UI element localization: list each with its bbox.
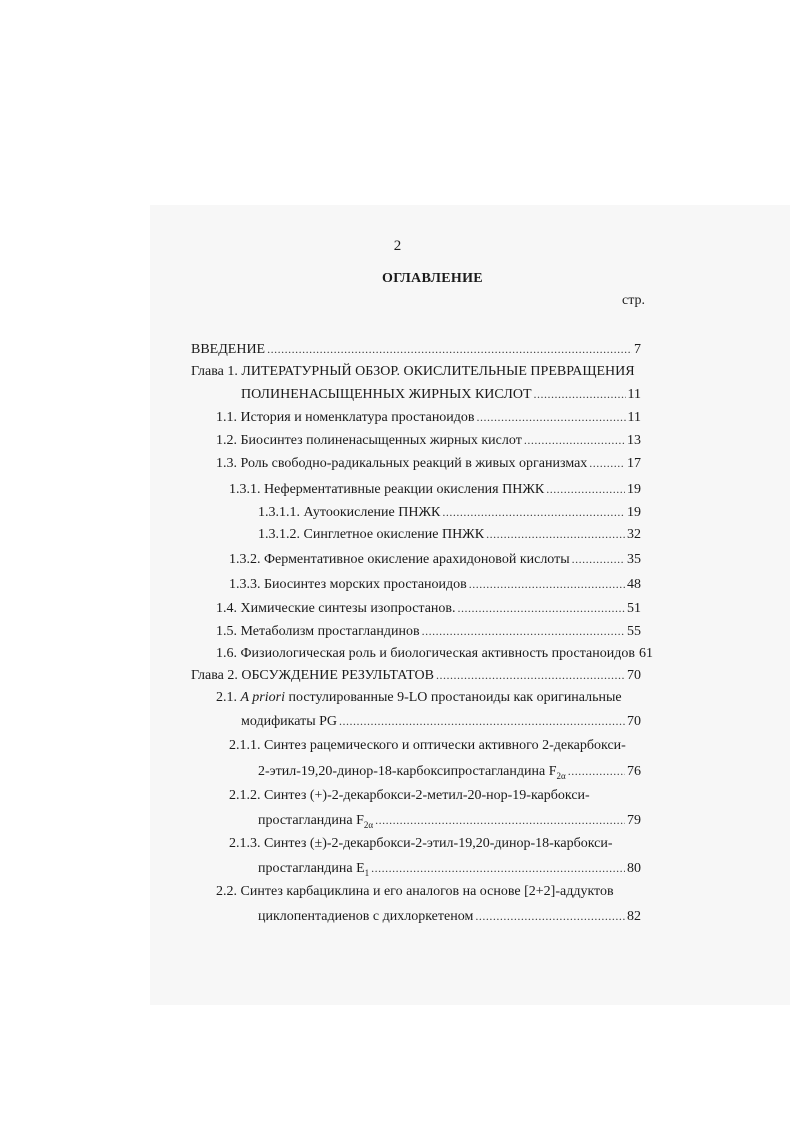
leader-dots — [524, 431, 625, 449]
toc-entry-page: 19 — [627, 505, 641, 520]
toc-entry-title: 1.4. Химические синтезы изопростанов. — [216, 601, 456, 616]
subscript: 2α — [556, 770, 566, 781]
toc-entry-2-1 — [241, 712, 641, 731]
toc-chapter-1-title: Глава 1. ЛИТЕРАТУРНЫЙ ОБЗОР. ОКИСЛИТЕЛЬНЫЕ ПРЕВРАЩЕНИЯ — [191, 364, 635, 379]
title-text: 2-этил-19,20-динор-18-карбоксипростагландина F — [258, 764, 557, 779]
toc-entry-page: 61 — [638, 646, 653, 661]
toc-entry-1-3-1-2 — [258, 525, 641, 544]
toc-entry-title: 1.3.1.1. Аутоокисление ПНЖК — [258, 505, 441, 520]
toc-entry-title: Глава 2. ОБСУЖДЕНИЕ РЕЗУЛЬТАТОВ — [191, 668, 434, 683]
toc-entry-page: 76 — [627, 764, 641, 779]
toc-entry-page: 82 — [627, 909, 641, 924]
toc-entry-1-3-3 — [229, 575, 641, 594]
toc-entry-title: ВВЕДЕНИЕ — [191, 342, 266, 357]
toc-chapter-2 — [191, 666, 641, 685]
toc-entry-page: 13 — [627, 433, 641, 448]
page-column-label: стр. — [622, 293, 646, 308]
toc-entry-title — [258, 860, 369, 878]
toc-entry-page: 48 — [627, 577, 641, 592]
toc-entry-2-1-1 — [258, 762, 641, 781]
toc-entry-1-3-1-1 — [258, 503, 641, 522]
leader-dots — [371, 859, 625, 877]
toc-entry-title: 1.5. Метаболизм простагландинов — [216, 624, 420, 639]
leader-dots — [375, 811, 625, 829]
toc-entry-page: 55 — [627, 624, 641, 639]
toc-entry-title: 1.2. Биосинтез полиненасыщенных жирных кислот — [216, 433, 522, 448]
toc-entry-title: 1.1. История и номенклатура простаноидов — [216, 410, 475, 425]
leader-dots — [339, 712, 625, 730]
toc-entry-2-1-2-title: 2.1.2. Синтез (+)-2-декарбокси-2-метил-20-нор-19-карбокси- — [229, 788, 590, 803]
leader-dots — [572, 550, 625, 568]
leader-dots — [267, 340, 632, 358]
leader-dots — [458, 599, 625, 617]
toc-entry-title: 1.6. Физиологическая роль и биологическая активность простаноидов — [216, 646, 635, 661]
toc-entry-title: 1.3.1. Неферментативные реакции окисления ПНЖК — [229, 482, 545, 497]
leader-dots — [568, 762, 625, 780]
toc-entry-page: 70 — [627, 714, 641, 729]
toc-entry-title: 1.3. Роль свободно-радикальных реакций в живых организмах — [216, 456, 588, 471]
italic-term: A priori — [240, 690, 285, 705]
leader-dots — [486, 525, 625, 543]
toc-entry-page: 17 — [627, 456, 641, 471]
leader-dots — [469, 575, 625, 593]
toc-entry-title — [258, 763, 566, 781]
toc-entry-page: 19 — [627, 482, 641, 497]
toc-entry-2-1-1-title: 2.1.1. Синтез рацемического и оптически активного 2-декарбокси- — [229, 738, 626, 753]
toc-entry-2-1-title — [216, 689, 622, 707]
toc-entry-page: 51 — [627, 601, 641, 616]
section-number: 2.1. — [216, 690, 237, 705]
toc-entry-title: циклопентадиенов с дихлоркетеном — [258, 909, 474, 924]
toc-entry-2-1-3-title: 2.1.3. Синтез (±)-2-декарбокси-2-этил-19,20-динор-18-карбокси- — [229, 836, 613, 851]
leader-dots — [546, 480, 625, 498]
leader-dots — [475, 907, 625, 925]
page-number: 2 — [393, 238, 402, 254]
toc-entry-page: 35 — [627, 552, 641, 567]
toc-entry-2-2-title: 2.2. Синтез карбациклина и его аналогов на основе [2+2]-аддуктов — [216, 884, 614, 899]
leader-dots — [534, 385, 626, 403]
leader-dots — [422, 622, 625, 640]
toc-entry-title: 1.3.2. Ферментативное окисление арахидоновой кислоты — [229, 552, 570, 567]
toc-entry-intro — [191, 340, 641, 359]
subscript: 1 — [364, 867, 370, 878]
toc-entry-1-3-2 — [229, 550, 641, 569]
leader-dots — [436, 666, 625, 684]
toc-entry-page: 70 — [627, 668, 641, 683]
leader-dots — [442, 503, 625, 521]
toc-entry-page: 11 — [627, 410, 641, 425]
toc-entry-2-1-2 — [258, 811, 641, 830]
title-text: простагландина E — [258, 861, 365, 876]
toc-entry-2-1-3 — [258, 859, 641, 878]
leader-dots — [477, 408, 626, 426]
toc-entry-page: 32 — [627, 527, 641, 542]
toc-entry-page: 11 — [627, 387, 641, 402]
toc-entry-title: 1.3.3. Биосинтез морских простаноидов — [229, 577, 467, 592]
toc-entry-title: ПОЛИНЕНАСЫЩЕННЫХ ЖИРНЫХ КИСЛОТ — [241, 387, 532, 402]
page-title: ОГЛАВЛЕНИЕ — [382, 271, 483, 286]
toc-entry-1-6 — [216, 644, 653, 663]
toc-entry-page: 79 — [627, 813, 641, 828]
toc-entry-2-2 — [258, 907, 641, 926]
subscript: 2α — [363, 819, 374, 830]
toc-entry-1-5 — [216, 622, 641, 641]
toc-entry-1-1 — [216, 408, 641, 427]
toc-entry-1-3 — [216, 454, 641, 473]
toc-entry-1-3-1 — [229, 480, 641, 499]
toc-entry-1-4 — [216, 599, 641, 618]
title-rest: постулированные 9-LO простаноиды как оригинальные — [288, 690, 622, 705]
toc-entry-page: 80 — [627, 861, 641, 876]
toc-chapter-1 — [241, 385, 641, 404]
title-text: простагландина F — [258, 813, 364, 828]
toc-entry-page: 7 — [634, 342, 641, 357]
toc-entry-title: 1.3.1.2. Синглетное окисление ПНЖК — [258, 527, 485, 542]
toc-entry-title — [258, 812, 373, 830]
toc-entry-title: модификаты PG — [241, 714, 337, 729]
toc-entry-1-2 — [216, 431, 641, 450]
leader-dots — [589, 454, 625, 472]
